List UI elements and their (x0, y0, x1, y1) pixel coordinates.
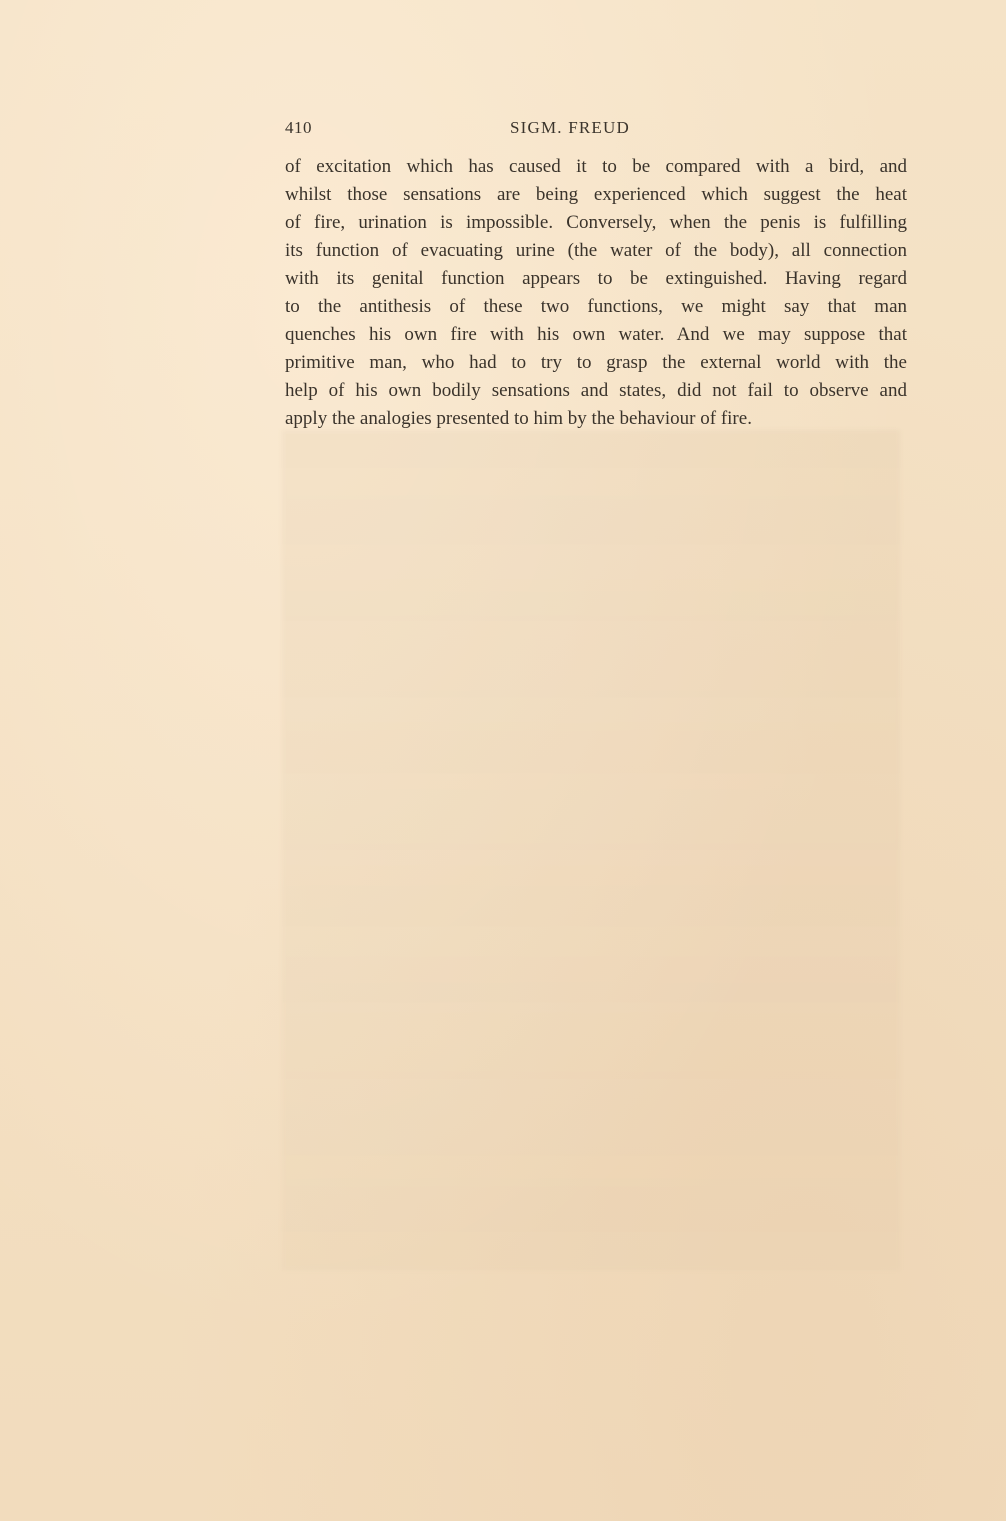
text-line: quenches his own fire with his own water. And we may suppose that (285, 324, 907, 345)
page-number: 410 (285, 118, 312, 137)
text-line: help of his own bodily sensations and states, did not fail to observe and (285, 380, 907, 401)
text-line: apply the analogies presented to him by the behaviour of fire. (285, 408, 752, 429)
text-line: whilst those sensations are being experienced which suggest the heat (285, 184, 907, 205)
text-line: of fire, urination is impossible. Conversely, when the penis is fulfilling (285, 212, 907, 233)
text-line: with its genital function appears to be extinguished. Having regard (285, 268, 907, 289)
body-paragraph (285, 153, 907, 433)
running-title: SIGM. FREUD (510, 118, 630, 137)
text-line: to the antithesis of these two functions, we might say that man (285, 296, 907, 317)
running-head (285, 118, 907, 142)
text-line: its function of evacuating urine (the water of the body), all connection (285, 240, 907, 261)
bleed-through-shadow (282, 430, 900, 1270)
text-line: primitive man, who had to try to grasp the external world with the (285, 352, 907, 373)
text-line: of excitation which has caused it to be compared with a bird, and (285, 156, 907, 177)
